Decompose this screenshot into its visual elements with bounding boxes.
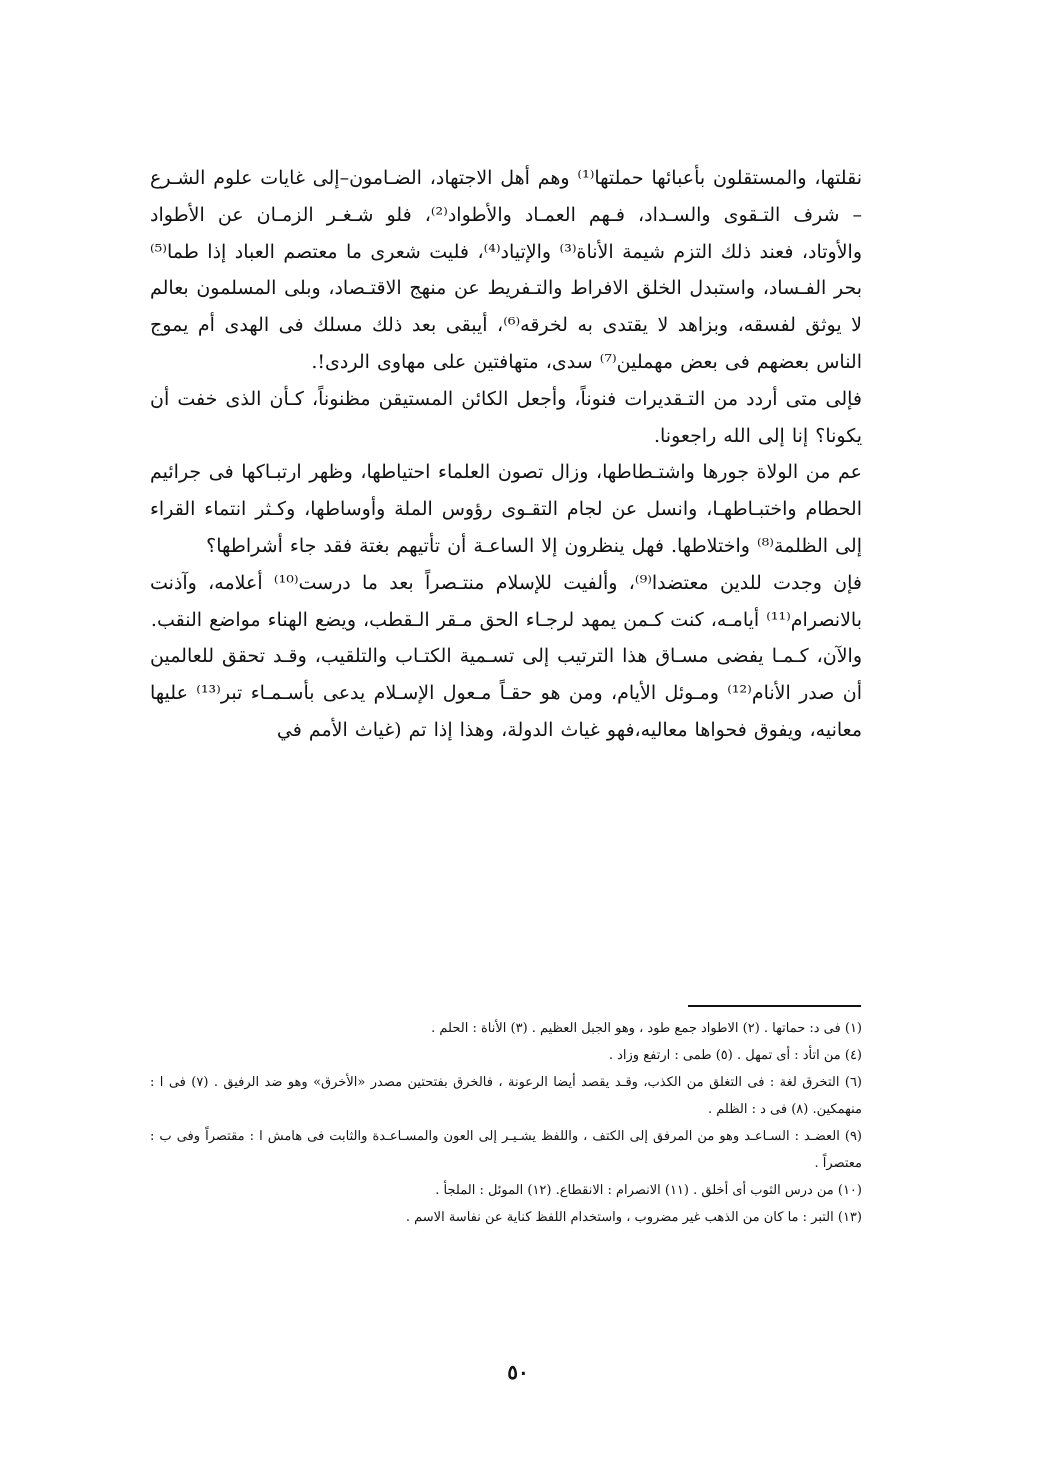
main-text — [150, 160, 862, 749]
paragraph-4: فإن وجدت للدين معتضدا⁽⁹⁾، وألفيت للإسلام منتـصراً بعد ما درست⁽¹⁰⁾ أعلامه، وآذنت بالانصرام⁽¹¹⁾ أيامـه، كنت كـمن يمهد لرجـاء الحق مـقر الـقطب، ويضع الهناء مواضع النقب. — [150, 571, 862, 631]
footnote-line: (١) فى د: حماتها . (٢) الاطواد جمع طود ، وهو الجبل العظيم . (٣) الأناة : الحلم . — [431, 1021, 862, 1036]
footnote-line: (٦) التخرق لغة : فى التغلق من الكذب، وقـد يقصد أيضا الرعونة ، فالخرق بفتحتين مصدر «الأخرق» وهو ضد الرفيق . (٧) فى ا : منهمكين. (٨) فى د : الظلم . — [150, 1075, 862, 1117]
paragraph-1: نقلتها، والمستقلون بأعبائها حملتها⁽¹⁾ وهم أهل الاجتهاد، الضـامون–إلى غايات علوم الشـرع – شرف التـقوى والسـداد، فـهم العمـاد والأطواد⁽²⁾، فلو شـغـر الزمـان عن الأطواد والأوتاد، فعند ذلك التزم شيمة الأناة⁽³⁾ والإتياد⁽⁴⁾، فليت شعرى ما معتصم العباد إذا طما⁽⁵⁾ بحر الفـساد، واستبدل الخلق الافراط والتـفريط عن منهج الاقتـصاد، وبلى المسلمون بعالم لا يوثق لفسقه، وبزاهد لا يقتدى به لخرقه⁽⁶⁾، أيبقى بعد ذلك مسلك فى الهدى أم يموج الناس بعضهم فى بعض مهملين⁽⁷⁾ سدى، متهافتين على مهاوى الردى!. — [150, 167, 862, 373]
footnotes — [150, 1015, 862, 1231]
footnote-line: (١٣) التبر : ما كان من الذهب غير مضروب ، واستخدام اللفظ كناية عن نفاسة الاسم . — [405, 1210, 862, 1225]
page-number: ٥٠ — [507, 1360, 529, 1384]
paragraph-2: فإلى متى أردد من التـقديرات فنوناً، وأجعل الكائن المستيقن مظنوناً، كـأن الذى خفت أن يكونا؟ إنا إلى الله راجعونا. — [150, 387, 862, 447]
footnote-line: (٩) العضـد : السـاعـد وهو من المرفق إلى الكتف ، واللفظ يشـيـر إلى العون والمسـاعـدة والثابت فى هامش ا : مقتصراً وفى ب : معتصراً . — [150, 1129, 862, 1171]
paragraph-3: عم من الولاة جورها واشتـطاطها، وزال تصون العلماء احتياطها، وظهر ارتبـاكها فى جرائيم الحطام واختبـاطهـا، وانسل عن لجام التقـوى رؤوس الملة وأوساطها، وكـثر انتماء القراء إلى الظلمة⁽⁸⁾ واختلاطها. فهل ينظرون إلا الساعـة أن تأتيهم بغتة فقد جاء أشراطها؟ — [150, 461, 862, 557]
footnote-line: (٤) من اتأد : أى تمهل . (٥) طمى : ارتفع وزاد . — [608, 1048, 862, 1063]
footnote-line: (١٠) من درس الثوب أى أخلق . (١١) الانصرام : الانقطاع. (١٢) الموئل : الملجأ . — [435, 1183, 862, 1198]
footnote-separator — [688, 1005, 861, 1007]
paragraph-5: والآن، كـمـا يفضى مسـاق هذا الترتيب إلى تسـمية الكتـاب والتلقيب، وقـد تحقق للعالمين أن صدر الأنام⁽¹²⁾ ومـوئل الأيام، ومن هو حقـاً مـعول الإسـلام يدعى بأسـمـاء تبر⁽¹³⁾ عليها معانيه، ويفوق فحواها معاليه،فهو غياث الدولة، وهذا إذا تم (غياث الأمم في — [150, 645, 862, 741]
